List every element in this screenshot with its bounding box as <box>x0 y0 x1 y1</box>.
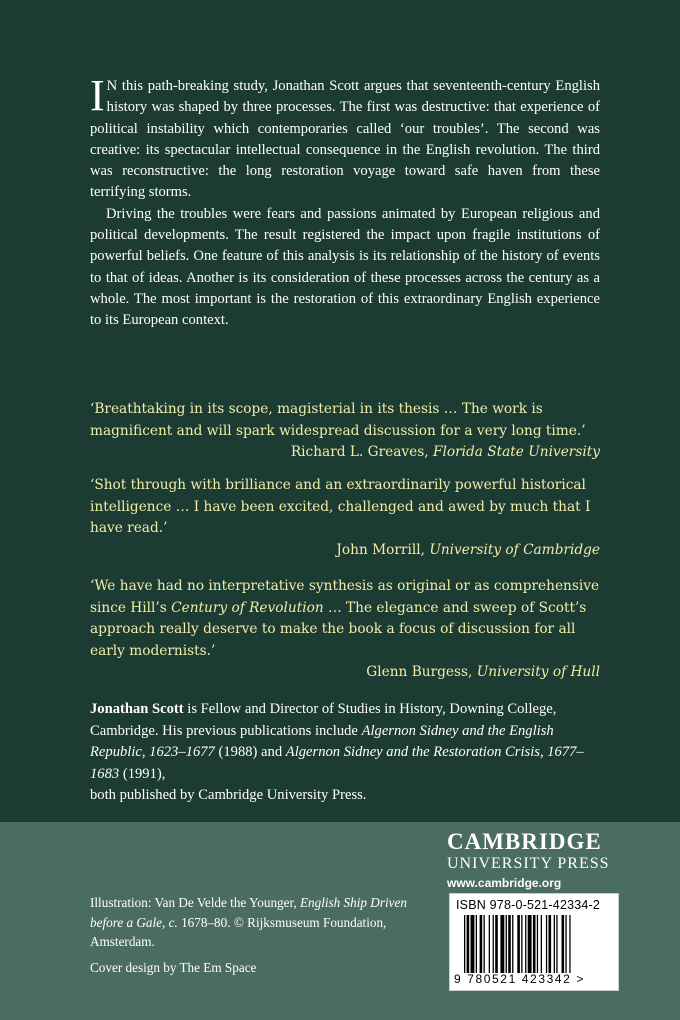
barcode-bar <box>493 915 494 973</box>
barcode-bar <box>546 915 547 973</box>
barcode-bar <box>512 915 513 973</box>
author-bio: Jonathan Scott is Fellow and Director of Studies in History, Downing College, Cambridge. His previous publications include Algernon Sidney and the English Republic, 1623–1677 (1988) and Algernon Sidney and the Restoration Crisis, 1677–1683 (1991), both published by Cambridge University Press. <box>90 701 584 803</box>
author-name: Jonathan Scott <box>90 701 184 717</box>
cover-design-credit: Cover design by The Em Space <box>90 960 257 975</box>
barcode-bar <box>554 915 555 973</box>
review-quote-1: ‘Breathtaking in its scope, magisterial in its thesis … The work is magnificent and will spark widespread discussion for a very long time.’ Richard L. Greaves, Florida State University <box>90 399 600 464</box>
review-quote-3: ‘We have had no interpretative synthesis as original or as comprehensive since Hill’s Century of Revolution … The elegance and sweep of Scott’s approach really deserve to make the book a focus of discussion for all early modernists.’ Glenn Burgess, University of Hull <box>90 576 600 684</box>
barcode-bar <box>541 915 542 973</box>
barcode-bar <box>489 915 490 973</box>
barcode-bar <box>569 915 570 973</box>
barcode-bar <box>556 915 557 973</box>
barcode-bar <box>464 915 465 973</box>
drop-cap: I <box>90 71 105 120</box>
barcode-bar <box>508 915 511 973</box>
publisher-name: CAMBRIDGE <box>447 829 602 854</box>
illustration-credit: Illustration: Van De Velde the Younger, English Ship Driven before a Gale, c. 1678–80. © Rijksmuseum Foundation, Amsterdam. <box>90 895 407 950</box>
barcode-bar <box>549 915 552 973</box>
barcode-bar <box>484 915 485 973</box>
barcode-bar <box>476 915 477 973</box>
barcode-bar <box>521 915 522 973</box>
quote-3-attribution: Glenn Burgess, University of Hull <box>366 664 600 680</box>
quote-1-attribution: Richard L. Greaves, Florida State University <box>290 444 600 460</box>
barcode-bar <box>495 915 498 973</box>
barcode-bar <box>517 915 520 973</box>
barcode-bar <box>562 915 565 973</box>
quote-2-attribution: John Morrill, University of Cambridge <box>336 541 600 558</box>
barcode-bar <box>480 915 483 973</box>
isbn-barcode <box>449 893 619 991</box>
publisher-subtitle: UNIVERSITY PRESS <box>447 855 610 872</box>
blurb-paragraph-1: I N this path-breaking study, Jonathan Scott argues that seventeenth-century English history was shaped by three processes. The first was destructive: that experience of political instability which contemporaries called ‘our troubles’. The second was creative: its spectacular intellectual consequence in the English revolution. The third was reconstructive: the long restoration voyage toward safe haven from these terrifying storms. <box>90 71 600 201</box>
publisher-logo <box>447 829 627 890</box>
blurb-paragraph-2: Driving the troubles were fears and passions animated by European religious and political developments. The result registered the impact upon fragile institutions of powerful beliefs. One feature of this analysis is its relationship of the history of events to that of ideas. Another is its consideration of these processes across the century as a whole. The most important is the restoration of this extraordinary English experience to its European context. <box>90 205 600 329</box>
barcode-bar <box>533 915 536 973</box>
barcode-bar <box>500 915 504 973</box>
barcode-bar <box>525 915 526 973</box>
barcode-bar <box>467 915 470 973</box>
barcode-bar <box>528 915 532 973</box>
barcode-bar <box>565 915 566 973</box>
barcode-digits: 9 780521 423342 > <box>454 972 585 986</box>
review-quote-2: ‘Shot through with brilliance and an extraordinarily powerful historical intelligence … I have been excited, challenged and awed by much that I have read.’ John Morrill, University of Cambridge <box>90 475 600 561</box>
isbn-label: ISBN 978-0-521-42334-2 <box>456 898 601 912</box>
barcode-bar <box>506 915 507 973</box>
book-blurb <box>90 71 600 332</box>
barcode-bar <box>471 915 475 973</box>
barcode-bars <box>464 915 612 973</box>
publisher-url[interactable]: www.cambridge.org <box>447 876 562 890</box>
barcode-bar <box>537 915 538 973</box>
